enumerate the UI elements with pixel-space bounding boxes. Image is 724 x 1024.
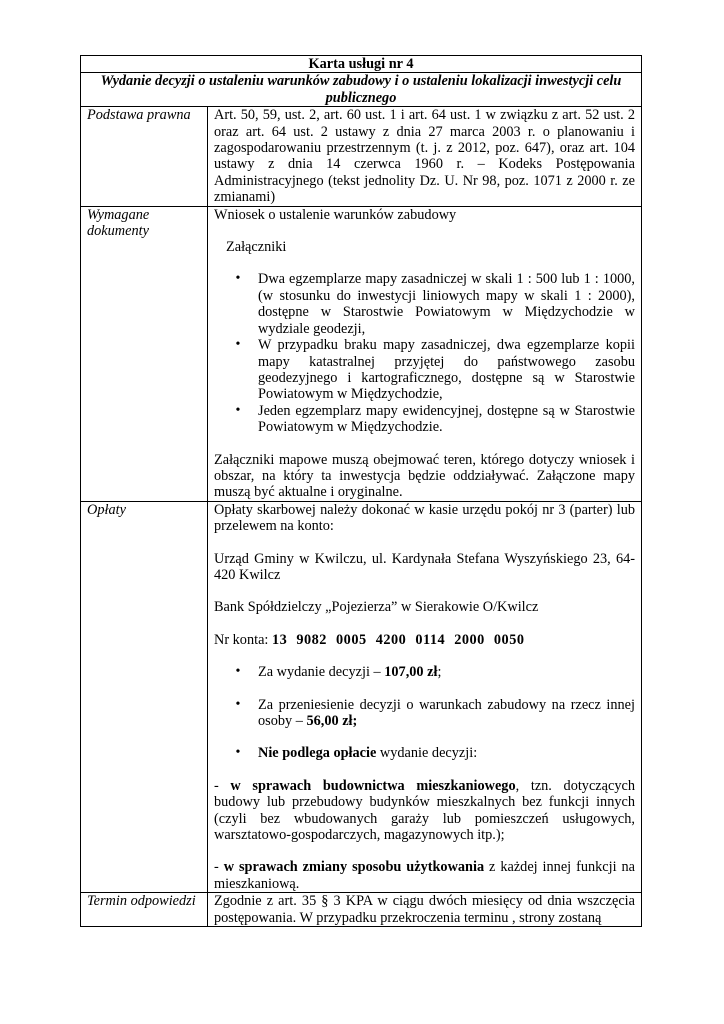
row-podstawa-prawna <box>81 107 642 206</box>
content-podstawa-prawna <box>208 107 642 206</box>
bullet-icon: • <box>235 696 241 712</box>
row-oplaty <box>81 501 642 893</box>
exempt-list <box>214 745 635 761</box>
account-label: Nr konta: <box>214 631 272 648</box>
label-wymagane-dokumenty: Wymagane dokumenty <box>81 206 208 501</box>
bullet-icon: • <box>235 271 241 287</box>
content-wymagane-dokumenty <box>208 206 642 501</box>
fee-amount: 56,00 zł; <box>306 713 358 729</box>
content-termin-odpowiedzi <box>208 893 642 927</box>
zalaczniki-note: Załączniki mapowe muszą obejmować teren, którego dotyczy wniosek i obszar, na który ta inwestycja będzie oddziaływać. Załączone mapy muszą być aktualne i oryginalne. <box>214 451 635 501</box>
termin-text: Zgodnie z art. 35 § 3 KPA w ciągu dwóch miesięcy od dnia wszczęcia postępowania. W przypadku przekroczenia terminu , strony zostaną <box>214 893 635 926</box>
label-oplaty: Opłaty <box>81 501 208 893</box>
bullet-icon: • <box>235 402 241 418</box>
exemption-change-of-use: - w sprawach zmiany sposobu użytkowania z każdej innej funkcji na mieszkaniową. <box>214 859 635 892</box>
title-row <box>81 56 642 73</box>
label-termin-odpowiedzi: Termin odpowiedzi <box>81 893 208 927</box>
bullet-icon: • <box>235 337 241 353</box>
list-item: • Za wydanie decyzji – 107,00 zł; <box>258 664 635 680</box>
account-number: 13 9082 0005 4200 0114 2000 0050 <box>271 631 525 648</box>
card-subtitle: Wydanie decyzji o ustaleniu warunków zabudowy i o ustaleniu lokalizacji inwestycji celu publicznego <box>81 73 642 107</box>
list-item: • W przypadku braku mapy zasadniczej, dwa egzemplarze kopii mapy katastralnej przyjętej do państwowego zasobu geodezyjnego i kartograficznego, dostępne są w Starostwie Powiatowym w Międzychodzie, <box>258 337 635 403</box>
exemption-housing: - w sprawach budownictwa mieszkaniowego, tzn. dotyczących budowy lub przebudowy budynków mieszkalnych bez funkcji innych (czyli bez wbudowanych garaży lub pomieszczeń usługowych, warsztatowo-gospodarczych, magazynowych itp.); <box>214 777 635 844</box>
content-oplaty <box>208 501 642 893</box>
urzad-address: Urząd Gminy w Kwilczu, ul. Kardynała Stefana Wyszyńskiego 23, 64-420 Kwilcz <box>214 550 635 583</box>
service-card-table <box>80 55 642 927</box>
list-item: • Nie podlega opłacie wydanie decyzji: <box>258 745 635 761</box>
podstawa-text: Art. 50, 59, ust. 2, art. 60 ust. 1 i art. 64 ust. 1 w związku z art. 52 ust. 2 oraz art. 64 ust. 2 ustawy z dnia 27 marca 2003 r. o planowaniu i zagospodarowaniu przestrzennym (t. j. z 2012, poz. 647), oraz art. 104 ustawy z dnia 14 czerwca 1960 r. – Kodeks Postępowania Administracyjnego (tekst jednolity Dz. U. Nr 98, poz. 1071 z 2000 r. ze zmianami) <box>214 107 635 206</box>
row-termin-odpowiedzi <box>81 893 642 927</box>
list-item: • Za przeniesienie decyzji o warunkach zabudowy na rzecz innej osoby – 56,00 zł; <box>258 697 635 730</box>
wniosek-text: Wniosek o ustalenie warunków zabudowy <box>214 206 457 223</box>
bank-name: Bank Spółdzielczy „Pojezierza” w Sierakowie O/Kwilcz <box>214 599 539 616</box>
zalaczniki-heading: Załączniki <box>226 239 287 256</box>
fee-amount: 107,00 zł <box>384 664 438 681</box>
card-title: Karta usługi nr 4 <box>81 56 642 73</box>
zalaczniki-list <box>214 271 635 435</box>
label-podstawa-prawna: Podstawa prawna <box>81 107 208 206</box>
fees-list <box>214 664 635 680</box>
bullet-icon: • <box>235 745 241 761</box>
oplaty-intro: Opłaty skarbowej należy dokonać w kasie urzędu pokój nr 3 (parter) lub przelewem na konto: <box>214 501 635 535</box>
row-wymagane-dokumenty <box>81 206 642 501</box>
account-number-line <box>214 632 635 648</box>
subtitle-row <box>81 73 642 107</box>
fees-list-2 <box>214 697 635 730</box>
list-item: • Jeden egzemplarz mapy ewidencyjnej, dostępne są w Starostwie Powiatowym w Międzychodzie. <box>258 403 635 436</box>
bullet-icon: • <box>235 664 241 680</box>
list-item: • Dwa egzemplarze mapy zasadniczej w skali 1 : 500 lub 1 : 1000, (w stosunku do inwestycji liniowych mapy w skali 1 : 2000), dostępne w Starostwie Powiatowym w Międzychodzie w wydziale geodezji, <box>258 271 635 337</box>
